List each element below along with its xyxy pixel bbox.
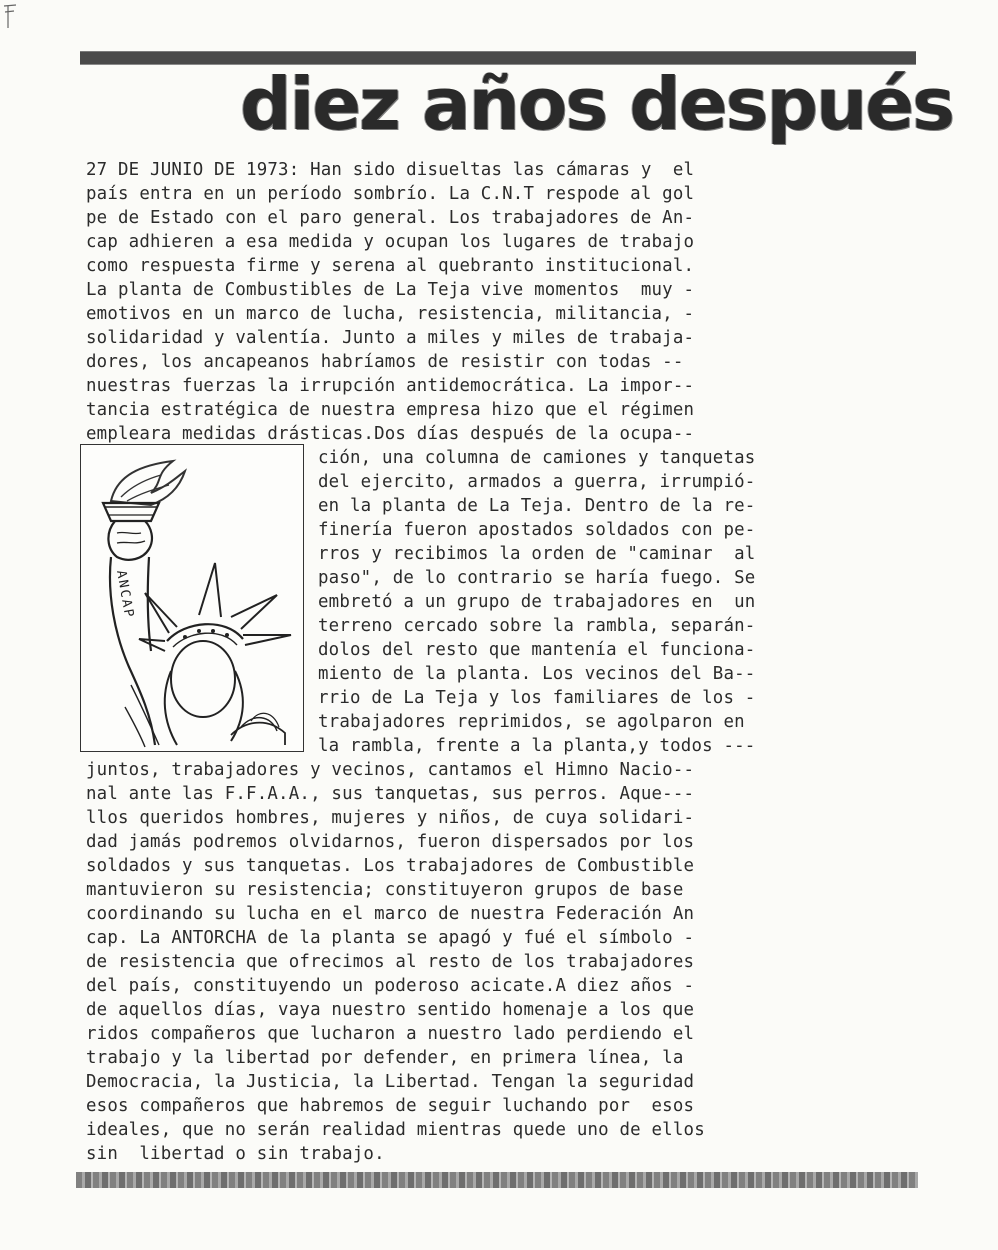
text-line: embretó a un grupo de trabajadores en un	[318, 592, 756, 612]
headline: diez años después	[240, 62, 953, 146]
liberty-torch-drawing	[81, 445, 303, 751]
arm-lettering: ANCAP	[113, 569, 137, 621]
article-text-top	[86, 158, 694, 446]
article-text-bottom	[86, 758, 705, 1166]
text-line: nuestras fuerzas la irrupción antidemocrática. La impor--	[86, 376, 695, 396]
text-line: del ejercito, armados a guerra, irrumpió-	[318, 472, 756, 492]
text-line: paso", de lo contrario se haría fuego. Se	[318, 568, 756, 588]
text-line: país entra en un período sombrío. La C.N.T respode al gol	[86, 184, 695, 204]
text-line: nal ante las F.F.A.A., sus tanquetas, sus perros. Aque---	[86, 784, 695, 804]
text-line: en la planta de La Teja. Dentro de la re-	[318, 496, 756, 516]
text-line: sin libertad o sin trabajo.	[86, 1144, 385, 1164]
text-line: terreno cercado sobre la rambla, separán-	[318, 616, 756, 636]
text-line: ridos compañeros que lucharon a nuestro lado perdiendo el	[86, 1024, 695, 1044]
text-line: como respuesta firme y serena al quebranto institucional.	[86, 256, 695, 276]
text-line: pe de Estado con el paro general. Los trabajadores de An-	[86, 208, 695, 228]
text-line: esos compañeros que habremos de seguir luchando por esos	[86, 1096, 695, 1116]
text-line: de resistencia que ofrecimos al resto de los trabajadores	[86, 952, 695, 972]
illustration	[80, 444, 304, 752]
text-line: soldados y sus tanquetas. Los trabajadores de Combustible	[86, 856, 695, 876]
text-line: Democracia, la Justicia, la Libertad. Tengan la seguridad	[86, 1072, 695, 1092]
text-line: dolos del resto que mantenía el funciona-	[318, 640, 756, 660]
text-line: ideales, que no serán realidad mientras quede uno de ellos	[86, 1120, 705, 1140]
text-line: llos queridos hombres, mujeres y niños, de cuya solidari-	[86, 808, 695, 828]
text-line: dores, los ancapeanos habríamos de resistir con todas --	[86, 352, 684, 372]
text-line: rros y recibimos la orden de "caminar al	[318, 544, 756, 564]
margin-mark	[2, 0, 22, 30]
text-line: empleara medidas drásticas.Dos días después de la ocupa--	[86, 424, 695, 444]
text-line: del país, constituyendo un poderoso acicate.A diez años -	[86, 976, 695, 996]
text-line: dad jamás podremos olvidarnos, fueron dispersados por los	[86, 832, 695, 852]
text-line: la rambla, frente a la planta,y todos ---	[318, 736, 756, 756]
text-line: tancia estratégica de nuestra empresa hizo que el régimen	[86, 400, 695, 420]
text-line: cap. La ANTORCHA de la planta se apagó y fué el símbolo -	[86, 928, 695, 948]
text-line: cap adhieren a esa medida y ocupan los lugares de trabajo	[86, 232, 695, 252]
text-line: trabajo y la libertad por defender, en primera línea, la	[86, 1048, 684, 1068]
text-line: 27 DE JUNIO DE 1973: Han sido disueltas las cámaras y el	[86, 160, 695, 180]
text-line: finería fueron apostados soldados con pe-	[318, 520, 756, 540]
article-text-right	[318, 446, 755, 758]
text-line: trabajadores reprimidos, se agolparon en	[318, 712, 745, 732]
text-line: juntos, trabajadores y vecinos, cantamos el Himno Nacio--	[86, 760, 695, 780]
text-line: de aquellos días, vaya nuestro sentido homenaje a los que	[86, 1000, 695, 1020]
text-line: mantuvieron su resistencia; constituyeron grupos de base	[86, 880, 684, 900]
text-line: La planta de Combustibles de La Teja vive momentos muy -	[86, 280, 695, 300]
text-line: solidaridad y valentía. Junto a miles y miles de trabaja-	[86, 328, 695, 348]
text-line: emotivos en un marco de lucha, resistencia, militancia, -	[86, 304, 695, 324]
text-line: ción, una columna de camiones y tanquetas	[318, 448, 756, 468]
text-line: rrio de La Teja y los familiares de los -	[318, 688, 756, 708]
text-line: miento de la planta. Los vecinos del Ba--	[318, 664, 756, 684]
bottom-rule	[76, 1172, 918, 1188]
text-line: coordinando su lucha en el marco de nuestra Federación An	[86, 904, 695, 924]
